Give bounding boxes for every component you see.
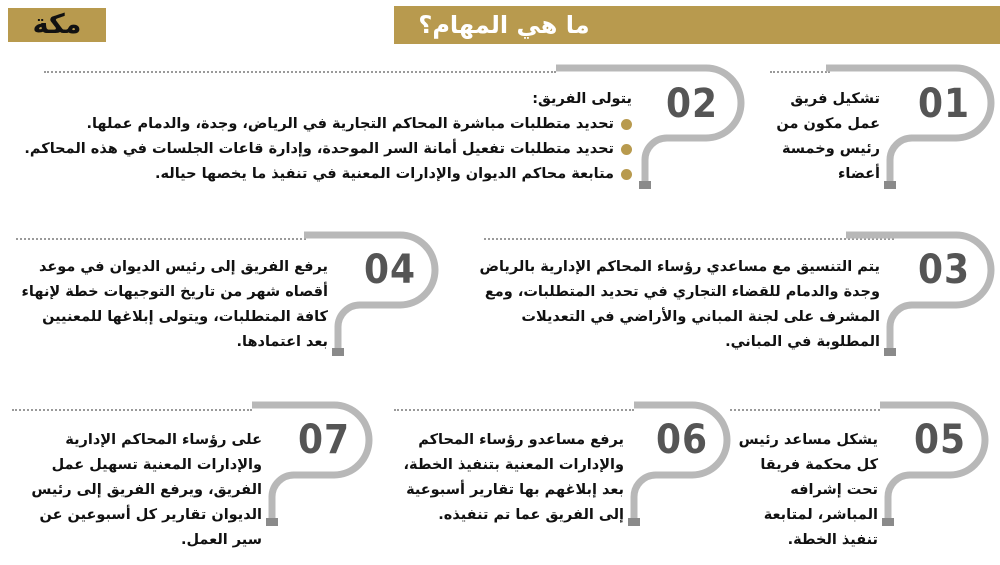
page-title: ما هي المهام؟ xyxy=(418,11,590,39)
step-text-07: على رؤساء المحاكم الإدارية والإدارات المعنية تسهيل عمل الفريق، ويرفع الفريق إلى رئيس الديوان تقارير كل أسبوعين عن سير العمل. xyxy=(31,432,262,548)
logo: مكة xyxy=(32,9,82,40)
step-02-bullet-list xyxy=(20,112,632,187)
step-text-03: يتم التنسيق مع مساعدي رؤساء المحاكم الإدارية بالرياض وجدة والدمام للقضاء التجاري في تحديد المتطلبات، ومع المشرف على لجنة المباني والأراضي في التعديلات المطلوبة في المباني. xyxy=(479,259,880,350)
step-02-bullet-3: متابعة محاكم الديوان والإدارات المعنية في تنفيذ ما يخصها حياله. xyxy=(20,162,632,187)
step-number-04: 04 xyxy=(364,247,417,293)
step-02-intro: يتولى الفريق: xyxy=(532,91,632,107)
step-02-bullet-1: تحديد متطلبات مباشرة المحاكم التجارية في الرياض، وجدة، والدمام عملها. xyxy=(20,112,632,137)
step-text-04: يرفع الفريق إلى رئيس الديوان في موعد أقصاه شهر من تاريخ التوجيهات خطة لإنهاء كافة المتطلبات، ويتولى إبلاغها للمعنيين بعد اعتمادها. xyxy=(21,259,328,350)
hook-end-01 xyxy=(884,181,896,189)
step-02-bullet-2: تحديد متطلبات تفعيل أمانة السر الموحدة، وإدارة قاعات الجلسات في هذه المحاكم. xyxy=(20,137,632,162)
step-number-03: 03 xyxy=(918,247,971,293)
hook-end-06 xyxy=(628,518,640,526)
step-number-02: 02 xyxy=(666,81,719,127)
hook-end-03 xyxy=(884,348,896,356)
step-number-06: 06 xyxy=(656,417,709,463)
step-number-07: 07 xyxy=(298,417,351,463)
hook-end-02 xyxy=(639,181,651,189)
step-text-06: يرفع مساعدو رؤساء المحاكم والإدارات المعنية بتنفيذ الخطة، بعد إبلاغهم بها تقارير أسبوعية إلى الفريق عما تم تنفيذه. xyxy=(403,432,624,523)
hook-end-05 xyxy=(882,518,894,526)
step-number-01: 01 xyxy=(918,81,971,127)
step-number-05: 05 xyxy=(914,417,967,463)
step-text-05: يشكل مساعد رئيس كل محكمة فريقا تحت إشرافه المباشر، لمتابعة تنفيذ الخطة. xyxy=(738,432,878,548)
step-text-02 xyxy=(20,87,632,187)
step-text-01: تشكيل فريق عمل مكون من رئيس وخمسة أعضاء xyxy=(776,91,880,182)
hook-end-07 xyxy=(266,518,278,526)
hook-end-04 xyxy=(332,348,344,356)
